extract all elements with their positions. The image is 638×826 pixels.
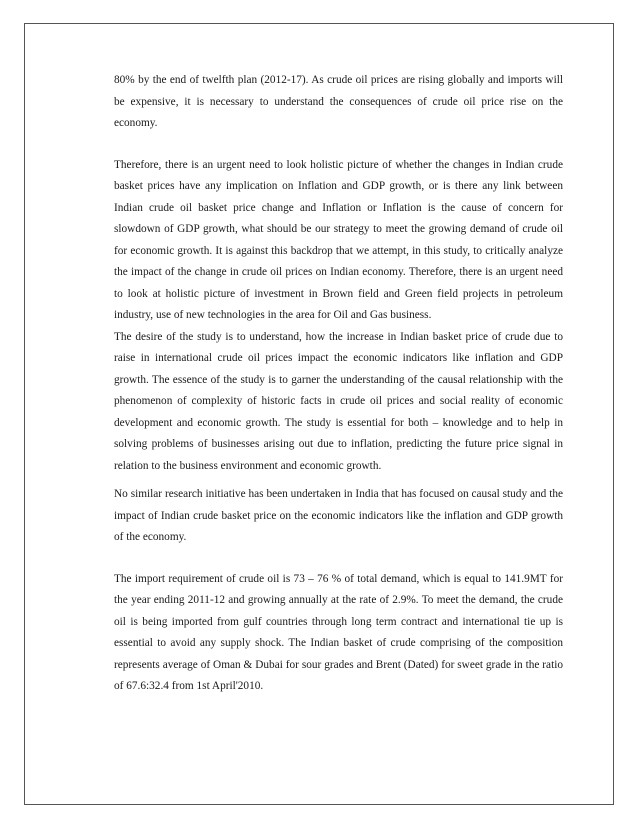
paragraph-study-desire: The desire of the study is to understand, how the increase in Indian basket price of crude due to raise in international crude oil prices impact the economic indicators like inflation and GDP growth. The essence of the study is to garner the understanding of the causal relationship with the phenomenon of complexity of historic facts in crude oil prices and social reality of economic development and economic growth. The study is essential for both – knowledge and to help in solving problems of businesses arising out due to inflation, predicting the future price signal in relation to the business environment and economic growth. bbox=[114, 330, 563, 472]
paragraph-crude-oil-imports-consequences: 80% by the end of twelfth plan (2012-17). As crude oil prices are rising globally and imports will be expensive, it is necessary to understand the consequences of crude oil price rise on the economy. bbox=[114, 74, 563, 129]
paragraph-holistic-picture: Therefore, there is an urgent need to look holistic picture of whether the changes in Indian crude basket prices have any implication on Inflation and GDP growth, or is there any link between Indian crude oil basket price change and Inflation or Inflation is the cause of concern for slowdown of GDP growth, what should be our strategy to meet the growing demand of crude oil for economic growth. It is against this backdrop that we attempt, in this study, to critically analyze the impact of the change in crude oil prices on Indian economy. Therefore, there is an urgent need to look at holistic picture of investment in Brown field and Green field projects in petroleum industry, use of new technologies in the area for Oil and Gas business. bbox=[114, 158, 563, 321]
paragraph-no-similar-research: No similar research initiative has been undertaken in India that has focused on causal study and the impact of Indian crude basket price on the economic indicators like the inflation and GDP growth of the economy. bbox=[114, 488, 563, 543]
paragraph-import-requirement: The import requirement of crude oil is 73 – 76 % of total demand, which is equal to 141.9MT for the year ending 2011-12 and growing annually at the rate of 2.9%. To meet the demand, the crude oil is being imported from gulf countries through long term contract and international tie up is essential to avoid any supply shock. The Indian basket of crude comprising of the composition represents average of Oman & Dubai for sour grades and Brent (Dated) for sweet grade in the ratio of 67.6:32.4 from 1st April'2010. bbox=[114, 572, 563, 692]
document-body bbox=[114, 70, 563, 698]
